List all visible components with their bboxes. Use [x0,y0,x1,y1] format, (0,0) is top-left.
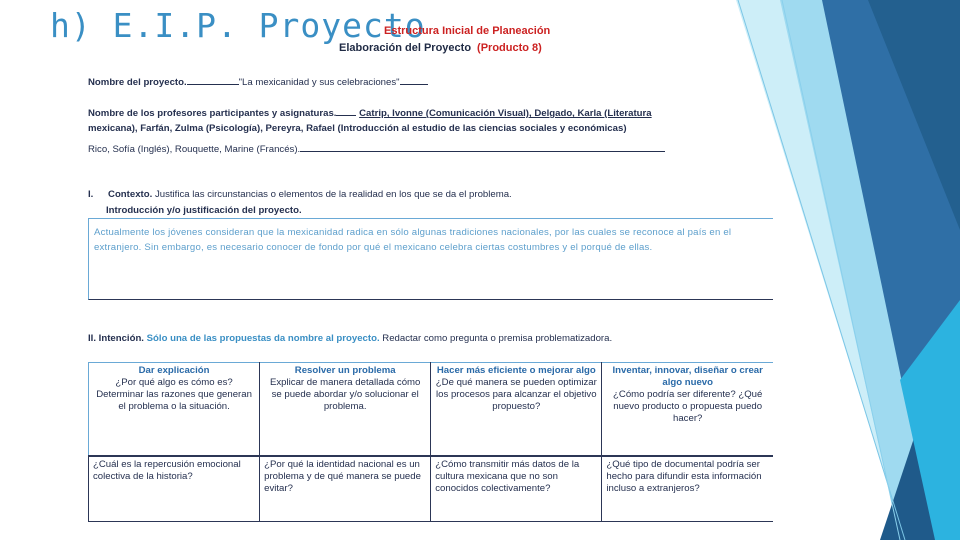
table-answer-cell: ¿Cómo transmitir más datos de la cultura mexicana que no son conocidos colectivamente? [431,456,602,522]
column-title: Hacer más eficiente o mejorar algo [436,365,596,376]
section1-context-row [88,189,512,200]
table-header-cell [260,363,431,457]
table-header-cell [431,363,602,457]
slide-title: h) E.I.P. Proyecto [50,6,426,45]
section1-description: Justifica las circunstancias o elementos de la realidad en los que se da el problema. [154,189,512,200]
column-description: ¿Por qué algo es cómo es? Determinar las razones que generan el problema o la situación. [96,377,252,412]
intention-table [88,362,773,522]
table-answer-cell: ¿Qué tipo de documental podría ser hecho para difundir esta información incluso a extranjeros? [602,456,773,522]
blank-line [336,107,356,116]
table-answer-row [89,456,774,522]
teachers-line-3: Rico, Sofía (Inglés), Rouquette, Marine (Francés). [88,144,301,155]
table-header-cell [602,363,773,457]
table-header-row [89,363,774,457]
section2-instruction: Redactar como pregunta o premisa problematizadora. [382,333,613,344]
teachers-row-3 [88,143,665,155]
header-project-elaboration [339,42,542,54]
teachers-line-2: mexicana), Farfán, Zulma (Psicología), Pereyra, Rafael (Introducción al estudio de las ciencias sociales y económicas) [88,123,627,134]
section2-highlight: Sólo una de las propuestas da nombre al proyecto. [146,333,380,344]
introduction-text: Actualmente los jóvenes consideran que la mexicanidad radica en sólo algunas tradiciones nacionales, por las cuales se reconoce al país en el extranjero. Sin embargo, es necesario conocer de fondo por qué el mexicano celebra ciertas costumbres y el porqué de ellas. [94,227,732,253]
blank-line [187,76,239,85]
teachers-row-2 [88,123,627,134]
header-product: (Producto 8) [477,42,542,54]
introduction-text-box [88,218,773,300]
project-name-label: Nombre del proyecto. [88,77,187,88]
section1-number: I. [88,189,94,200]
header-line2: Elaboración del Proyecto [339,42,472,54]
table-header-cell [89,363,260,457]
blank-line [400,76,428,85]
section1-label: Contexto. [108,189,153,200]
table-answer-cell: ¿Cuál es la repercusión emocional colectiva de la historia? [89,456,260,522]
column-title: Inventar, innovar, diseñar o crear algo nuevo [612,365,763,388]
column-description: ¿De qué manera se pueden optimizar los procesos para alcanzar el objetivo propuesto? [435,377,597,412]
column-description: Explicar de manera detallada cómo se puede abordar y/o solucionar el problema. [269,377,421,412]
project-name-value: "La mexicanidad y sus celebraciones" [238,77,400,88]
project-name-row [88,76,428,88]
teachers-row-1 [88,107,652,119]
column-title: Dar explicación [138,365,210,376]
column-title: Resolver un problema [294,365,396,376]
teachers-label: Nombre de los profesores participantes y asignaturas. [88,108,337,119]
header-structure-title: Estructura Inicial de Planeación [384,25,551,37]
teachers-line-1: Catrip, Ivonne (Comunicación Visual), Delgado, Karla (Literatura [359,108,652,119]
section2-intention-row [88,333,612,344]
section1-subheading: Introducción y/o justificación del proyecto. [106,205,302,216]
column-description: ¿Cómo podría ser diferente? ¿Qué nuevo producto o propuesta puedo hacer? [613,389,763,424]
section2-label: II. Intención. [88,333,144,344]
table-answer-cell: ¿Por qué la identidad nacional es un problema y de qué manera se puede evitar? [260,456,431,522]
blank-line [300,143,665,152]
